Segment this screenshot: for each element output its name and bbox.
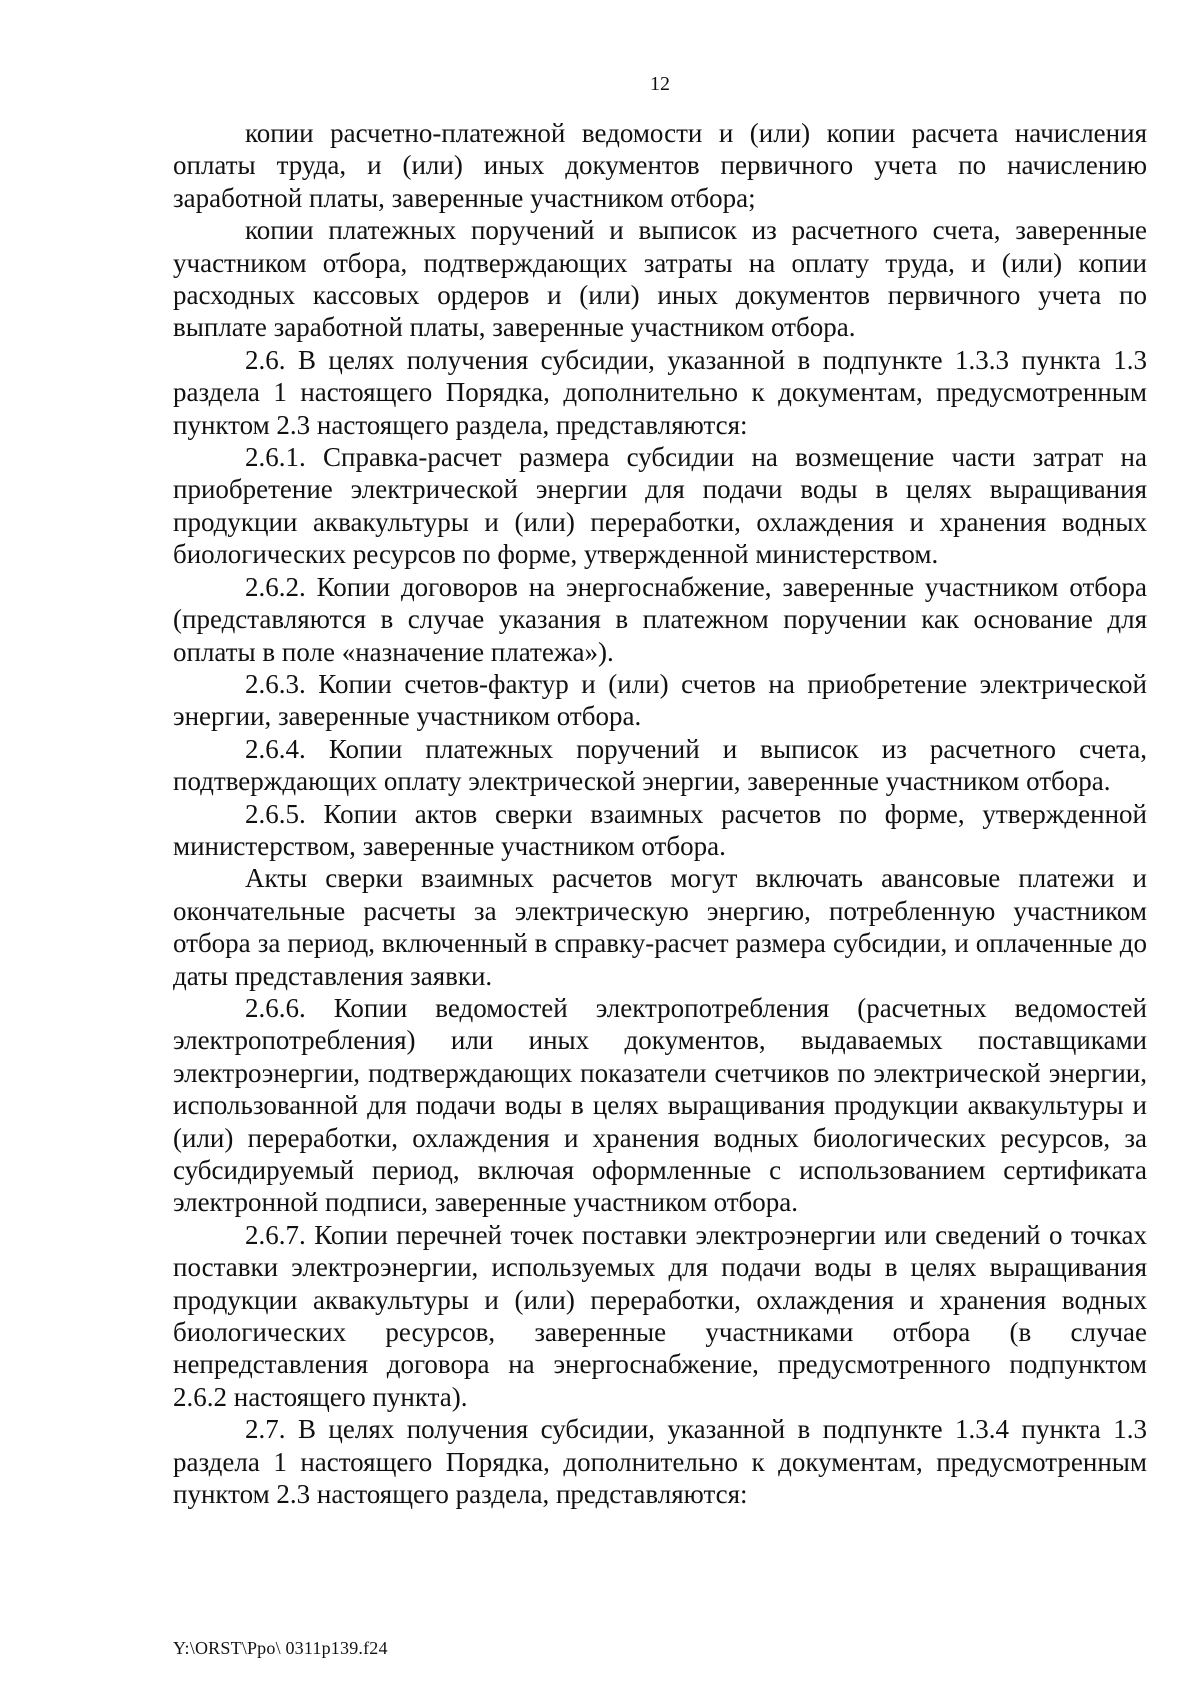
paragraph-payment-orders: копии платежных поручений и выписок из расчетного счета, заверенные участником отбора, подтверждающих затраты на оплату труда, и (или) копии расходных кассовых ордеров и (или) иных документов первичного учета по выплате заработной платы, заверенные участником отбора. [173,215,1147,343]
file-path-footer: Y:\ORST\Ppo\ 0311p139.f24 [173,1638,388,1658]
paragraph-payroll-copies: копии расчетно-платежной ведомости и (или) копии расчета начисления оплаты труда, и (или) иных документов первичного учета по начислению заработной платы, заверенные участником отбора; [173,118,1147,213]
paragraph-2-6-1: 2.6.1. Справка-расчет размера субсидии на возмещение части затрат на приобретение электрической энергии для подачи воды в целях выращивания продукции аквакультуры и (или) переработки, охлаждения и хранения водных биологических ресурсов по форме, утвержденной министерством. [173,442,1147,570]
paragraph-2-6-7: 2.6.7. Копии перечней точек поставки электроэнергии или сведений о точках поставки электроэнергии, используемых для подачи воды в целях выращивания продукции аквакультуры и (или) переработки, охлаждения и хранения водных биологических ресурсов, заверенные участниками отбора (в случае непредставления договора на энергоснабжение, предусмотренного подпунктом 2.6.2 настоящего пункта). [173,1219,1147,1412]
page-number: 12 [650,73,670,95]
paragraph-reconciliation-acts: Акты сверки взаимных расчетов могут включать авансовые платежи и окончательные расчеты за электрическую энергию, потребленную участником отбора за период, включенный в справку-расчет размера субсидии, и оплаченные до даты представления заявки. [173,863,1147,991]
paragraph-2-6-2: 2.6.2. Копии договоров на энергоснабжение, заверенные участником отбора (представляются в случае указания в платежном поручении как основание для оплаты в поле «назначение платежа»). [173,571,1147,667]
paragraph-2-6-3: 2.6.3. Копии счетов-фактур и (или) счетов на приобретение электрической энергии, заверенные участником отбора. [173,668,1147,732]
paragraph-2-6: 2.6. В целях получения субсидии, указанной в подпункте 1.3.3 пункта 1.3 раздела 1 настоящего Порядка, дополнительно к документам, предусмотренным пунктом 2.3 настоящего раздела, представляются: [173,344,1147,440]
paragraph-2-6-4: 2.6.4. Копии платежных поручений и выписок из расчетного счета, подтверждающих оплату электрической энергии, заверенные участником отбора. [173,733,1147,797]
paragraph-2-6-5: 2.6.5. Копии актов сверки взаимных расчетов по форме, утвержденной министерством, заверенные участником отбора. [173,798,1147,861]
paragraph-2-7: 2.7. В целях получения субсидии, указанной в подпункте 1.3.4 пункта 1.3 раздела 1 настоящего Порядка, дополнительно к документам, предусмотренным пунктом 2.3 настоящего раздела, представляются: [173,1414,1147,1510]
document-body [173,117,1147,1510]
paragraph-2-6-6: 2.6.6. Копии ведомостей электропотребления (расчетных ведомостей электропотребления) или иных документов, выдаваемых поставщиками электроэнергии, подтверждающих показатели счетчиков по электрической энергии, использованной для подачи воды в целях выращивания продукции аквакультуры и (или) переработки, охлаждения и хранения водных биологических ресурсов, за субсидируемый период, включая оформленные с использованием сертификата электронной подписи, заверенные участником отбора. [173,992,1147,1218]
